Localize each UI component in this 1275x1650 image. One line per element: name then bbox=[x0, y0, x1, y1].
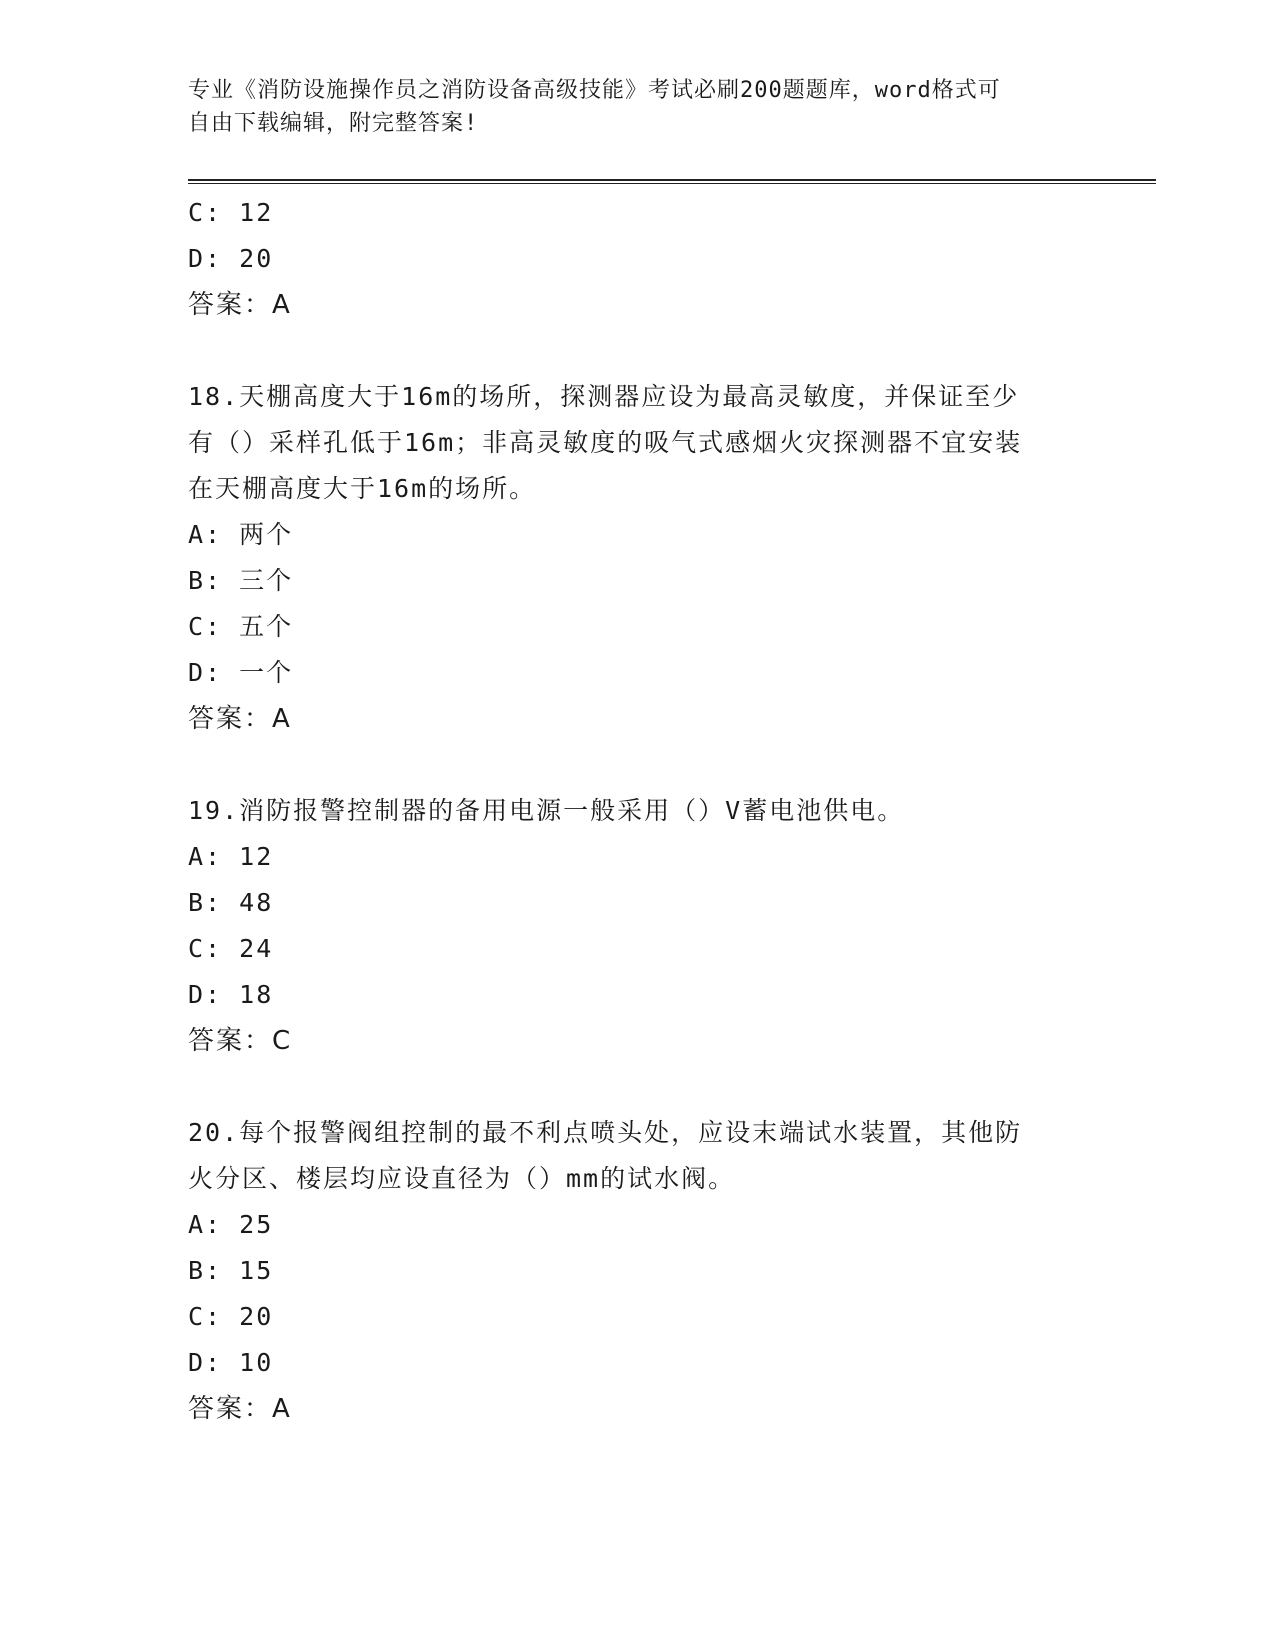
question-20 bbox=[188, 1110, 1088, 1432]
option-d: D: 一个 bbox=[188, 658, 294, 687]
header-divider-thin bbox=[188, 183, 1156, 184]
question-text-line: 20.每个报警阀组控制的最不利点喷头处，应设末端试水装置，其他防 bbox=[188, 1118, 1023, 1147]
answer-line: 答案：A bbox=[188, 704, 292, 734]
option-b: B: 三个 bbox=[188, 566, 294, 595]
option-a: A: 两个 bbox=[188, 520, 294, 549]
question-text-line: 火分区、楼层均应设直径为（）mm的试水阀。 bbox=[188, 1164, 736, 1193]
option-d: D: 20 bbox=[188, 244, 274, 273]
option-c: C: 五个 bbox=[188, 612, 294, 641]
option-c: C: 20 bbox=[188, 1302, 274, 1331]
prev-question-block bbox=[188, 190, 1088, 328]
option-b: B: 48 bbox=[188, 888, 274, 917]
header-divider-thick bbox=[188, 179, 1156, 181]
option-c: C: 24 bbox=[188, 934, 274, 963]
header-line-2: 自由下载编辑，附完整答案! bbox=[188, 111, 479, 136]
answer-line: 答案：A bbox=[188, 290, 292, 320]
question-text-line: 18.天棚高度大于16m的场所，探测器应设为最高灵敏度，并保证至少 bbox=[188, 382, 1020, 411]
document-header bbox=[188, 74, 1068, 140]
spacer bbox=[188, 1064, 1088, 1110]
option-c: C: 12 bbox=[188, 198, 274, 227]
answer-line: 答案：A bbox=[188, 1394, 292, 1424]
option-d: D: 10 bbox=[188, 1348, 274, 1377]
answer-line: 答案：C bbox=[188, 1026, 293, 1056]
question-list bbox=[188, 190, 1088, 1432]
spacer bbox=[188, 328, 1088, 374]
question-text-line: 在天棚高度大于16m的场所。 bbox=[188, 474, 537, 503]
question-18 bbox=[188, 374, 1088, 742]
option-a: A: 25 bbox=[188, 1210, 274, 1239]
spacer bbox=[188, 742, 1088, 788]
question-text-line: 19.消防报警控制器的备用电源一般采用（）V蓄电池供电。 bbox=[188, 796, 905, 825]
question-19 bbox=[188, 788, 1088, 1064]
option-d: D: 18 bbox=[188, 980, 274, 1009]
header-line-1: 专业《消防设施操作员之消防设备高级技能》考试必刷200题题库，word格式可 bbox=[188, 78, 1001, 103]
option-b: B: 15 bbox=[188, 1256, 274, 1285]
option-a: A: 12 bbox=[188, 842, 274, 871]
question-text-line: 有（）采样孔低于16m；非高灵敏度的吸气式感烟火灾探测器不宜安装 bbox=[188, 428, 1023, 457]
